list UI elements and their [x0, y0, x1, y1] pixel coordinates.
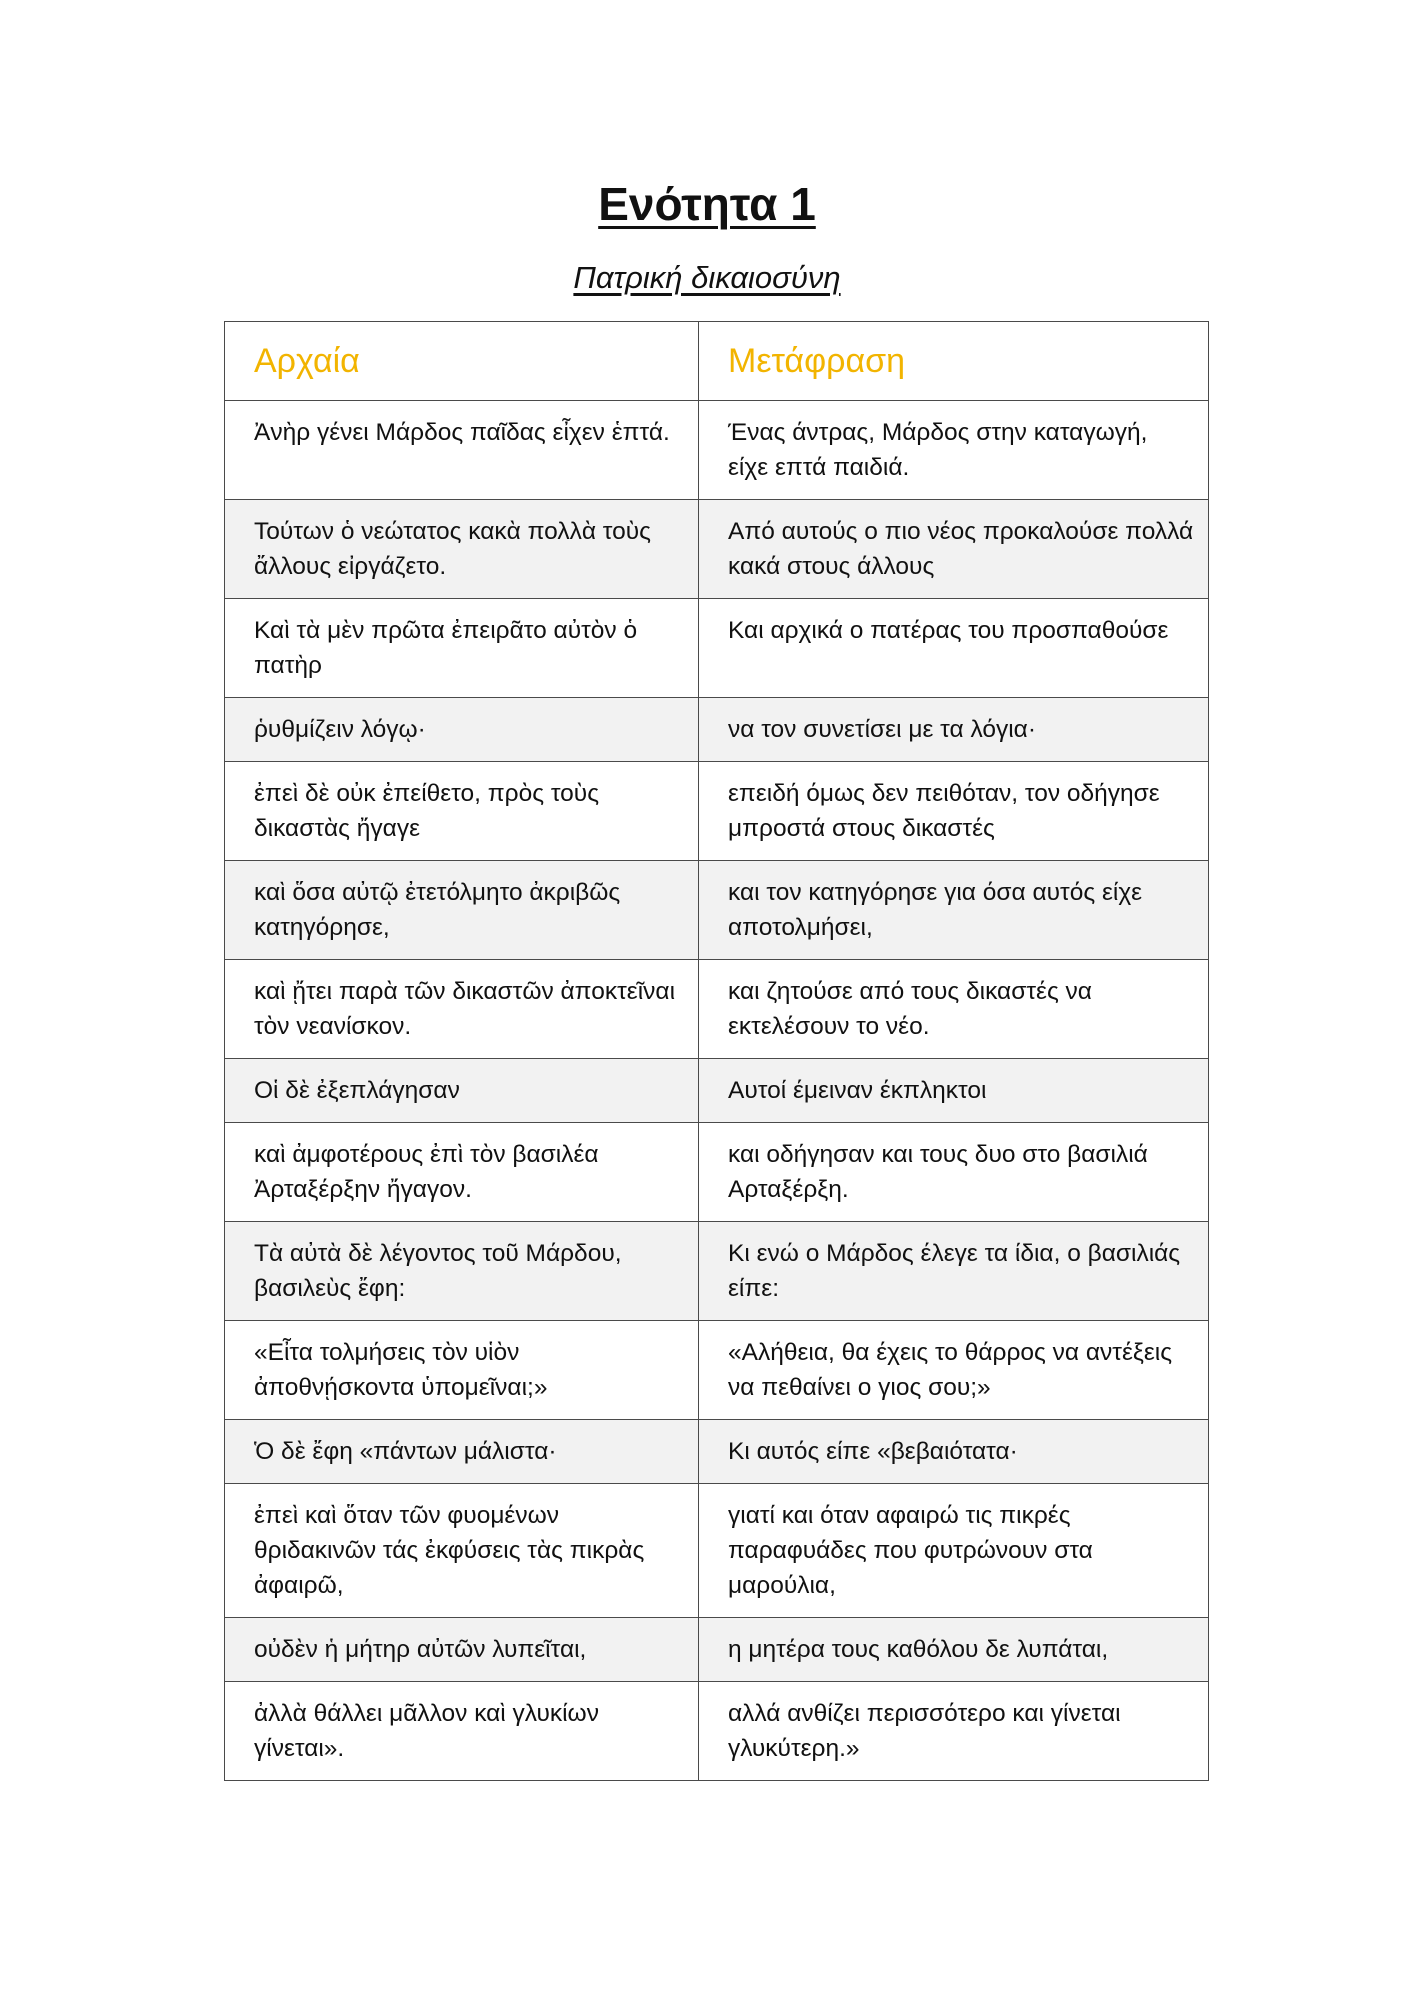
translation-cell: και οδήγησαν και τους δυο στο βασιλιά Αρταξέρξη.: [699, 1123, 1209, 1222]
ancient-cell: Τούτων ὁ νεώτατος κακὰ πολλὰ τοὺς ἄλλους εἰργάζετο.: [225, 500, 699, 599]
translation-cell: Κι ενώ ο Μάρδος έλεγε τα ίδια, ο βασιλιάς είπε:: [699, 1222, 1209, 1321]
table-row: [225, 599, 1209, 698]
table-header-row: [225, 322, 1209, 401]
ancient-cell: Καὶ τὰ μὲν πρῶτα ἐπειρᾶτο αὐτὸν ὁ πατὴρ: [225, 599, 699, 698]
translation-cell: Αυτοί έμειναν έκπληκτοι: [699, 1059, 1209, 1123]
table-row: [225, 1484, 1209, 1618]
table-row: [225, 500, 1209, 599]
ancient-cell: καὶ ᾔτει παρὰ τῶν δικαστῶν ἀποκτεῖναι τὸν νεανίσκον.: [225, 960, 699, 1059]
table-row: [225, 401, 1209, 500]
header-translation: Μετάφραση: [699, 322, 1209, 401]
ancient-cell: Ὁ δὲ ἔφη «πάντων μάλιστα·: [225, 1420, 699, 1484]
table-row: [225, 698, 1209, 762]
translation-cell: Ένας άντρας, Μάρδος στην καταγωγή, είχε επτά παιδιά.: [699, 401, 1209, 500]
translation-cell: και τον κατηγόρησε για όσα αυτός είχε αποτολμήσει,: [699, 861, 1209, 960]
table-row: [225, 960, 1209, 1059]
translation-cell: Από αυτούς ο πιο νέος προκαλούσε πολλά κακά στους άλλους: [699, 500, 1209, 599]
translation-cell: και ζητούσε από τους δικαστές να εκτελέσουν το νέο.: [699, 960, 1209, 1059]
table-row: [225, 1420, 1209, 1484]
translation-cell: αλλά ανθίζει περισσότερο και γίνεται γλυκύτερη.»: [699, 1682, 1209, 1781]
ancient-cell: οὐδὲν ἡ μήτηρ αὐτῶν λυπεῖται,: [225, 1618, 699, 1682]
ancient-cell: «Εἶτα τολμήσεις τὸν υἱὸν ἀποθνῄσκοντα ὑπομεῖναι;»: [225, 1321, 699, 1420]
ancient-cell: ἀλλὰ θάλλει μᾶλλον καὶ γλυκίων γίνεται».: [225, 1682, 699, 1781]
ancient-cell: Ἀνὴρ γένει Μάρδος παῖδας εἶχεν ἑπτά.: [225, 401, 699, 500]
page-subtitle: Πατρική δικαιοσύνη: [573, 260, 841, 295]
page-title: Ενότητα 1: [598, 178, 816, 230]
table-row: [225, 1059, 1209, 1123]
translation-cell: Και αρχικά ο πατέρας του προσπαθούσε: [699, 599, 1209, 698]
ancient-cell: καὶ ἀμφοτέρους ἐπὶ τὸν βασιλέα Ἀρταξέρξην ἤγαγον.: [225, 1123, 699, 1222]
table-row: [225, 1222, 1209, 1321]
ancient-cell: Οἱ δὲ ἐξεπλάγησαν: [225, 1059, 699, 1123]
translation-cell: «Αλήθεια, θα έχεις το θάρρος να αντέξεις να πεθαίνει ο γιος σου;»: [699, 1321, 1209, 1420]
translation-cell: Κι αυτός είπε «βεβαιότατα·: [699, 1420, 1209, 1484]
table-row: [225, 1321, 1209, 1420]
translation-cell: να τον συνετίσει με τα λόγια·: [699, 698, 1209, 762]
table-row: [225, 1618, 1209, 1682]
ancient-cell: Τὰ αὐτὰ δὲ λέγοντος τοῦ Μάρδου, βασιλεὺς ἔφη:: [225, 1222, 699, 1321]
table-row: [225, 1123, 1209, 1222]
ancient-cell: ῥυθμίζειν λόγῳ·: [225, 698, 699, 762]
table-row: [225, 861, 1209, 960]
header-ancient: Αρχαία: [225, 322, 699, 401]
translation-cell: γιατί και όταν αφαιρώ τις πικρές παραφυάδες που φυτρώνουν στα μαρούλια,: [699, 1484, 1209, 1618]
translation-table: [224, 321, 1209, 1781]
table-row: [225, 762, 1209, 861]
translation-cell: η μητέρα τους καθόλου δε λυπάται,: [699, 1618, 1209, 1682]
ancient-cell: ἐπεὶ καὶ ὅταν τῶν φυομένων θριδακινῶν τάς ἐκφύσεις τὰς πικρὰς ἀφαιρῶ,: [225, 1484, 699, 1618]
table-row: [225, 1682, 1209, 1781]
ancient-cell: ἐπεὶ δὲ οὐκ ἐπείθετο, πρὸς τοὺς δικαστὰς ἤγαγε: [225, 762, 699, 861]
translation-cell: επειδή όμως δεν πειθόταν, τον οδήγησε μπροστά στους δικαστές: [699, 762, 1209, 861]
ancient-cell: καὶ ὅσα αὐτῷ ἐτετόλμητο ἀκριβῶς κατηγόρησε,: [225, 861, 699, 960]
